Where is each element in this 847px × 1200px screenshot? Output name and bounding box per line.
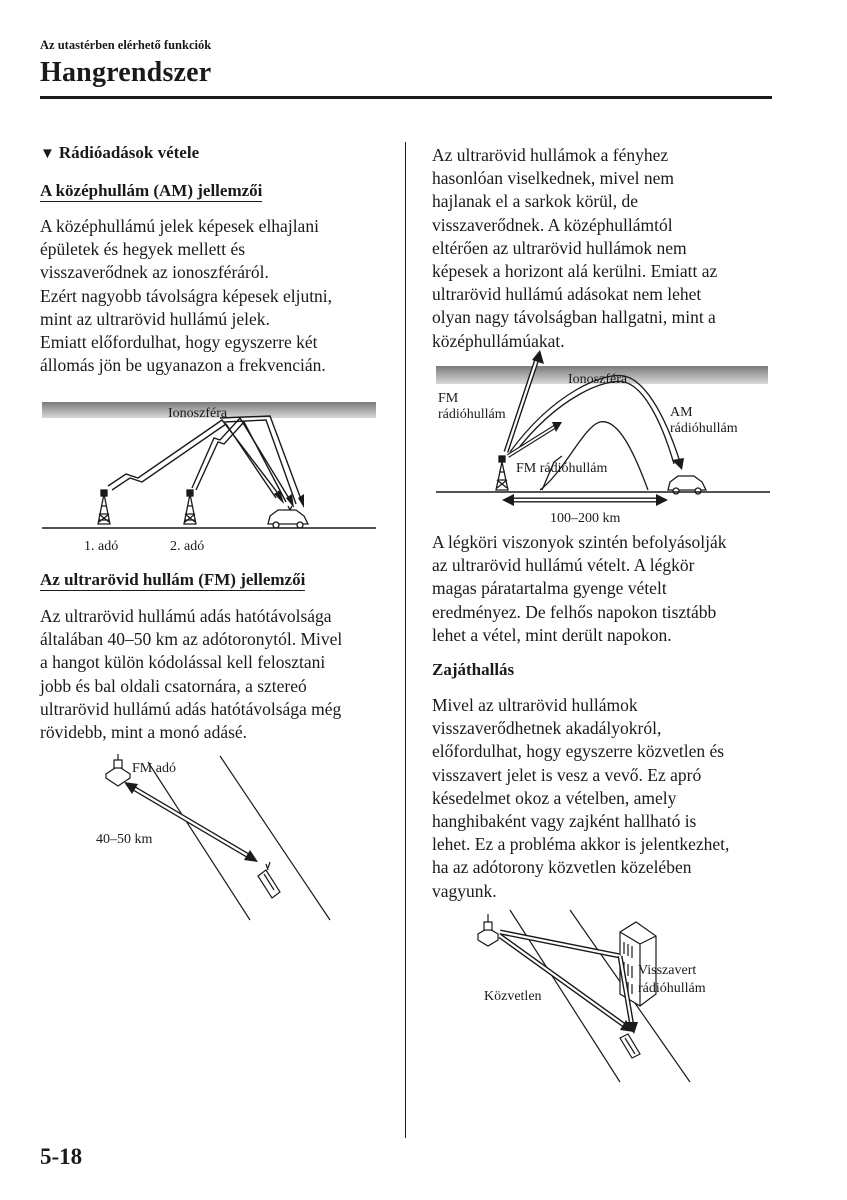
text-line: Az ultrarövid hullámok a fényhez xyxy=(432,145,669,165)
car-icon xyxy=(258,862,280,898)
hill-shape xyxy=(540,422,648,490)
fm-ground-label: FM rádióhullám xyxy=(516,461,608,476)
distance-label: 40–50 km xyxy=(96,832,153,847)
road-edge xyxy=(148,762,250,920)
fm-heading-text: Az ultrarövid hullám (FM) jellemzői xyxy=(40,570,306,589)
text-line: A középhullámú jelek képesek elhajlani xyxy=(40,216,319,236)
text-line: mint az ultrarövid hullámú jelek. xyxy=(40,308,270,329)
ionosphere-label: Ionoszféra xyxy=(568,372,628,387)
am-wave-paths xyxy=(108,416,302,504)
noise-heading: Zajáthallás xyxy=(432,660,515,679)
text-line: magas páratartalma gyenge vételt xyxy=(432,578,667,599)
text-line: a hangot külön kódolással kell felosztani xyxy=(40,652,326,673)
am-wave-label-1: AM xyxy=(670,405,693,420)
section-title-text: Rádióadások vétele xyxy=(58,143,200,162)
fm-blocked-arrow xyxy=(508,422,562,490)
fm-wave-label-2: rádióhullám xyxy=(438,407,506,422)
am-heading-text: A középhullám (AM) jellemzői xyxy=(40,181,263,200)
fm-heading xyxy=(40,570,305,590)
direct-wave-arrow xyxy=(500,936,634,1032)
text-line: eredményez. De felhős napokon tisztább xyxy=(432,601,717,622)
text-line: Az ultrarövid hullámú adás hatótávolsága xyxy=(40,606,332,626)
text-line: képesek a horizont alá kerülni. Emiatt az xyxy=(432,261,718,282)
distance-arrow xyxy=(502,494,668,506)
text-line: jobb és bal oldali csatornára, a sztereó xyxy=(40,675,307,696)
text-line: Ezért nagyobb távolságra képesek eljutni, xyxy=(40,285,333,306)
column-divider xyxy=(405,142,406,1138)
direct-label: Közvetlen xyxy=(484,989,542,1004)
car-icon xyxy=(668,476,706,494)
car-icon xyxy=(268,506,308,528)
text-line: hanghibaként vagy zajként hallható is xyxy=(432,811,697,832)
tower-icon xyxy=(496,456,508,490)
text-line: olyan nagy távolságban hallgatni, mint a xyxy=(432,307,716,328)
text-line: ultrarövid hullámú adásokat nem lehet xyxy=(432,284,702,305)
fm-transmitter-label: FM adó xyxy=(132,761,176,776)
text-line: általában 40–50 km az adótoronytól. Mivel xyxy=(40,629,343,650)
text-line: lehet a vétel, mint derült napokon. xyxy=(432,624,672,645)
text-line: Emiatt előfordulhat, hogy egyszerre két xyxy=(40,332,318,353)
text-line: hasonlóan viselkednek, mivel nem xyxy=(432,168,675,189)
am-wave-paths xyxy=(510,376,680,464)
fm-range-figure xyxy=(90,752,340,922)
ionosphere-label: Ionoszféra xyxy=(168,406,228,421)
am-wave-label-2: rádióhullám xyxy=(670,421,738,436)
text-line: visszavert jelet is vesz a vevő. Ez apró xyxy=(432,764,702,785)
text-line: visszaverődhetnek akadályokról, xyxy=(432,718,662,739)
fm-behavior-paragraph xyxy=(432,144,717,353)
section-title xyxy=(40,143,199,163)
station2-label: 2. adó xyxy=(170,539,205,554)
fm-transmitter-icon xyxy=(106,754,130,786)
text-line: állomás jön be ugyanazon a frekvencián. xyxy=(40,355,326,376)
text-line: visszaverődnek az ionoszféráról. xyxy=(40,262,269,283)
tower-icon xyxy=(184,490,196,524)
title-rule xyxy=(40,96,772,99)
page-title: Hangrendszer xyxy=(40,57,212,88)
text-line: ultrarövid hullámú adás hatótávolsága még xyxy=(40,698,342,719)
page-number: 5-18 xyxy=(40,1144,83,1169)
text-line: középhullámúakat. xyxy=(432,330,565,351)
fm-wave-label-1: FM xyxy=(438,391,459,406)
am-propagation-figure xyxy=(40,398,380,556)
transmitter-icon xyxy=(478,914,498,946)
reflected-label-1: Visszavert xyxy=(638,963,697,978)
distance-arrow xyxy=(124,782,258,862)
triangle-down-icon: ▼ xyxy=(40,146,55,162)
tower-icon xyxy=(98,490,110,524)
car-icon xyxy=(620,1034,640,1058)
noise-paragraph xyxy=(432,694,729,903)
am-fm-comparison-figure xyxy=(434,352,774,530)
text-line: hajlanak el a sarkok körül, de xyxy=(432,191,639,212)
breadcrumb: Az utastérben elérhető funkciók xyxy=(40,38,212,52)
weather-paragraph xyxy=(432,531,727,647)
text-line: lehet. Ez a probléma akkor is jelentkezhet, xyxy=(432,834,730,855)
text-line: késedelmet okoz a vételben, amely xyxy=(432,787,677,808)
text-line: Mivel az ultrarövid hullámok xyxy=(432,695,638,715)
fm-paragraph xyxy=(40,605,342,744)
multipath-figure xyxy=(470,910,730,1085)
text-line: előfordulhat, hogy egyszerre közvetlen és xyxy=(432,741,725,762)
am-paragraph xyxy=(40,215,332,377)
text-line: visszaverődnek. A középhullámtól xyxy=(432,214,673,235)
am-heading xyxy=(40,181,262,201)
text-line: épületek és hegyek mellett és xyxy=(40,239,246,260)
text-line: az ultrarövid hullámú vételt. A légkör xyxy=(432,555,695,576)
text-line: vagyunk. xyxy=(432,880,497,901)
text-line: A légköri viszonyok szintén befolyásolják xyxy=(432,532,727,552)
text-line: rövidebb, mint a monó adásé. xyxy=(40,722,248,743)
text-line: eltérően az ultrarövid hullámok nem xyxy=(432,237,687,258)
distance-label: 100–200 km xyxy=(550,511,621,526)
reflected-label-2: rádióhullám xyxy=(638,981,706,996)
station1-label: 1. adó xyxy=(84,539,119,554)
text-line: ha az adótorony közvetlen közelében xyxy=(432,857,692,878)
